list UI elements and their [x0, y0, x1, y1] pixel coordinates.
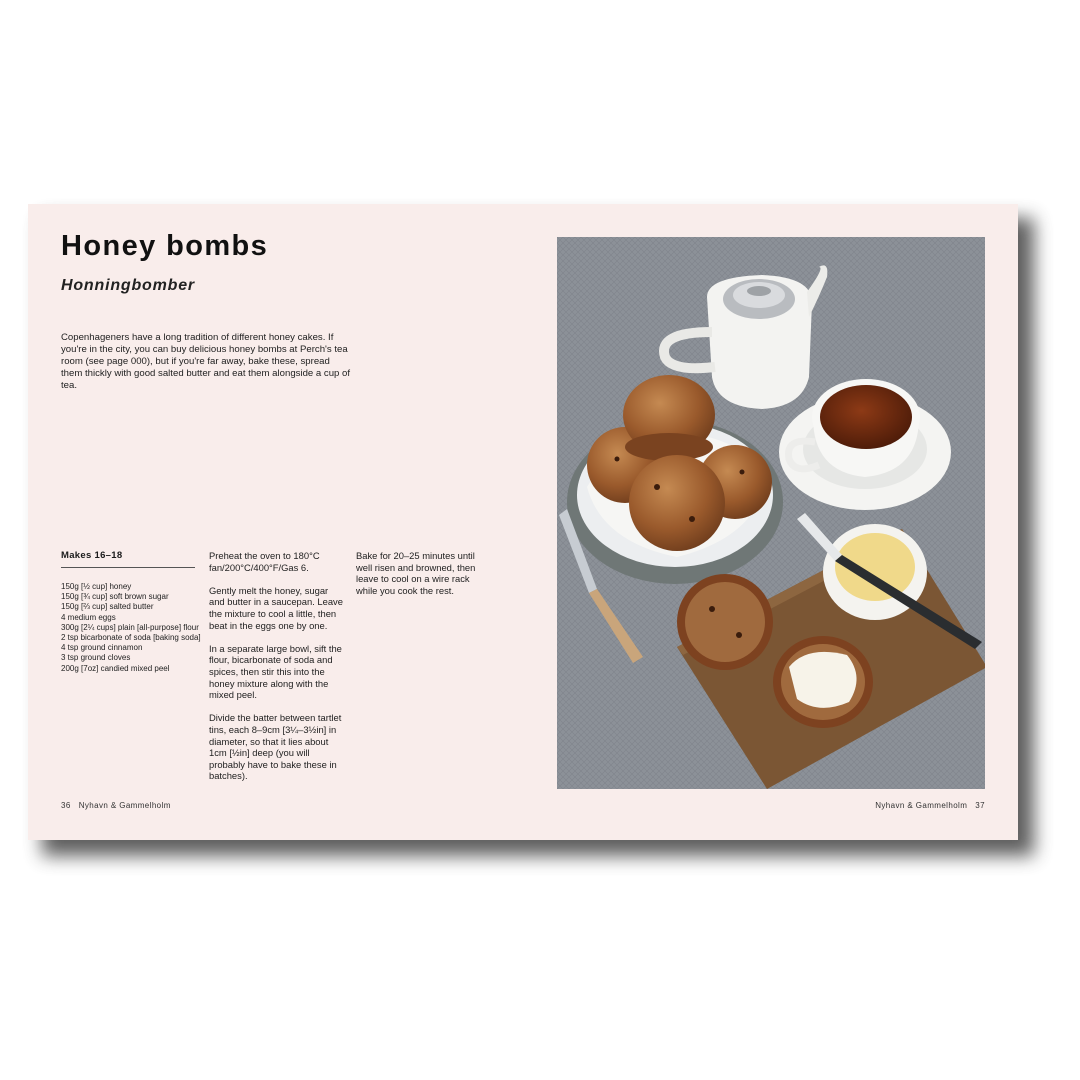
- recipe-yield: Makes 16–18: [61, 550, 195, 568]
- recipe-photo: [557, 237, 985, 789]
- ingredient-item: 200g [7oz] candied mixed peel: [61, 663, 170, 673]
- ingredient-item: 150g [⅔ cup] salted butter: [61, 602, 154, 612]
- ingredient-item: 300g [2¼ cups] plain [all-purpose] flour: [61, 622, 199, 632]
- section-name-right: Nyhavn & Gammelholm: [875, 801, 968, 810]
- method-step: Gently melt the honey, sugar and butter in a saucepan. Leave the mixture to cool a little, then beat in the eggs one by one.: [209, 584, 343, 631]
- ingredient-item: 3 tsp ground cloves: [61, 653, 131, 663]
- method-column-2: [356, 550, 490, 608]
- ingredient-list: [61, 582, 201, 674]
- page-number-left: 36: [61, 801, 71, 810]
- ingredient-item: 4 medium eggs: [61, 612, 116, 622]
- ingredient-item: 2 tsp bicarbonate of soda [baking soda]: [61, 633, 201, 643]
- method-step: Divide the batter between tartlet tins, each 8–9cm [3¼–3½in] in diameter, so that it lies about 1cm [½in] deep (you will probably have to bake these in batches).: [209, 712, 342, 782]
- method-step: Preheat the oven to 180°C fan/200°C/400°F/Gas 6.: [209, 550, 320, 573]
- right-page-footer: [875, 801, 985, 810]
- section-name-left: Nyhavn & Gammelholm: [78, 801, 171, 810]
- method-step: In a separate large bowl, sift the flour, bicarbonate of soda and spices, then stir this into the honey mixture along with the mixed peel.: [209, 642, 342, 701]
- ingredient-item: 150g [¾ cup] soft brown sugar: [61, 592, 169, 602]
- recipe-subtitle: Honningbomber: [61, 277, 195, 294]
- recipe-intro: Copenhageners have a long tradition of different honey cakes. If you're in the city, you can buy delicious honey bombs at Perch's tea room (see page 000), but if you're far away, bake these, spread them thickly with good salted butter and eat them alongside a cup of tea.: [61, 332, 351, 391]
- recipe-title: Honey bombs: [61, 230, 269, 262]
- page-number-right: 37: [975, 801, 985, 810]
- ingredient-item: 150g [½ cup] honey: [61, 582, 132, 591]
- honey-bombs-photo-illustration: [557, 237, 985, 789]
- method-column-1: [209, 550, 343, 793]
- left-page-footer: [61, 801, 171, 810]
- method-step: Bake for 20–25 minutes until well risen and browned, then leave to cool on a wire rack while you cook the rest.: [356, 550, 476, 596]
- ingredient-item: 4 tsp ground cinnamon: [61, 643, 143, 653]
- book-spread: [28, 204, 1018, 840]
